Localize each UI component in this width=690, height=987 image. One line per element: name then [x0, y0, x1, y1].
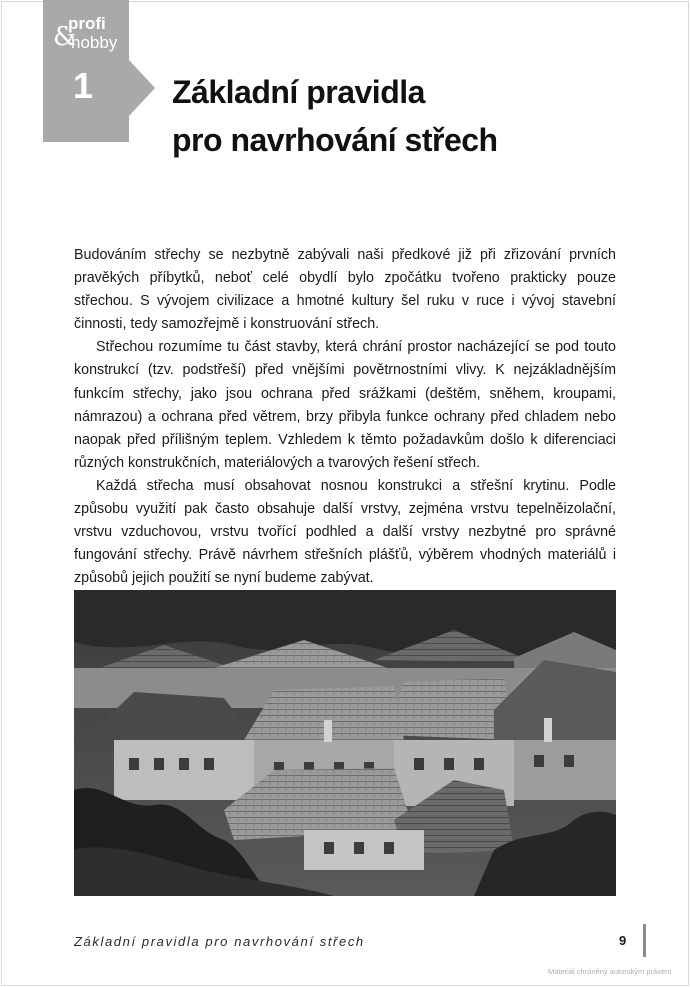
page-number-rule [643, 924, 646, 957]
copyright-watermark: Materiál chráněný autorským právem [548, 967, 672, 976]
body-text [74, 244, 616, 590]
brand-logo [53, 14, 129, 60]
chapter-number: 1 [73, 65, 94, 106]
brand-profi: profi [68, 14, 106, 33]
brand-ampersand: & [53, 22, 77, 52]
paragraph-1: Budováním střechy se nezbytně zabývali naši předkové již při zřizování prvních pravěkých příbytků, neboť celé obydlí bylo zpočátku tvořeno prakticky pouze střechou. S vývojem civilizace a hmotné kultury šel ruku v ruce i vývoj stavební činnosti, tedy samozřejmě i konstruování střech. [74, 247, 616, 333]
chapter-badge-arrow [129, 60, 155, 116]
page-number: 9 [619, 933, 627, 948]
paragraph-3: Každá střecha musí obsahovat nosnou konstrukci a střešní krytinu. Podle způsobu využití pak často obsahuje další vrstvy, zejména vrstvu tepelněizolační, vrstvu vzduchovou, vrstvu tvořící podhled a další vrstvy nezbytné pro správné fungování střechy. Právě návrhem střešních plášťů, výběrem vhodných materiálů i způsobů jejich použití se nyní budeme zabývat. [74, 477, 616, 587]
chapter-title [172, 68, 498, 164]
chapter-title-line-2: pro navrhování střech [172, 122, 498, 158]
chapter-title-line-1: Základní pravidla [172, 74, 425, 110]
brand-hobby: hobby [71, 33, 118, 52]
rooftops-photo [74, 590, 616, 896]
running-footer-title: Základní pravidla pro navrhování střech [74, 934, 365, 949]
paragraph-2: Střechou rozumíme tu část stavby, která chrání prostor nacházející se pod touto konstrukcí (tzv. podstřeší) před vnějšími povětrnostními vlivy. K nejzákladnějším funkcím střechy, jako jsou ochrana před srážkami (deštěm, sněhem, kroupami, námrazou) a ochrana před větrem, brzy přibyla funkce ochrany před chladem nebo naopak před přílišným teplem. Vzhledem k těmto požadavkům došlo k diferenciaci různých konstrukčních, materiálových a tvarových řešení střech. [74, 339, 616, 471]
